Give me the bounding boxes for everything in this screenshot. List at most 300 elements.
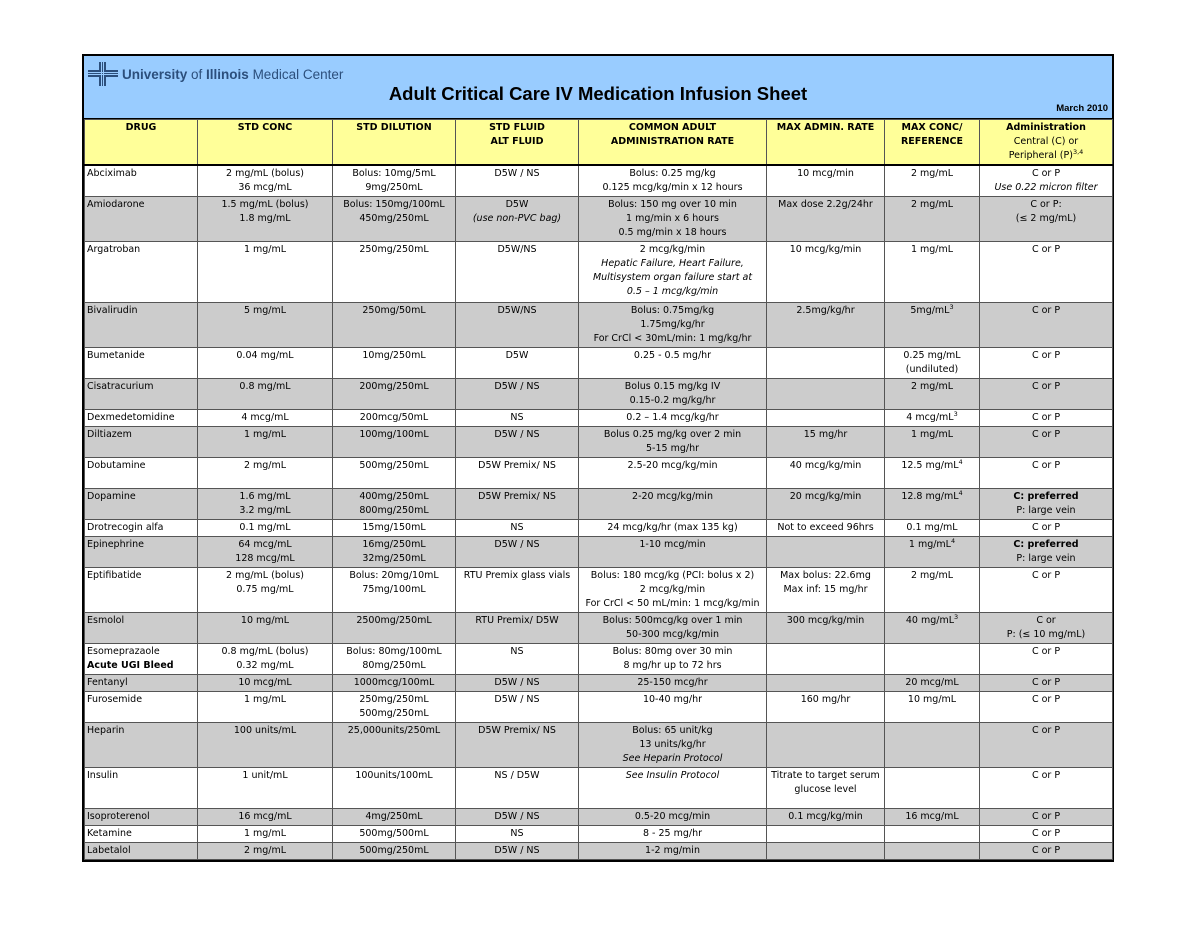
std-conc-line: 2 mg/mL xyxy=(243,845,287,856)
std-conc xyxy=(198,410,333,427)
max-conc-line: 12.8 $mg/mL^4$ xyxy=(901,488,963,502)
std-dilution xyxy=(333,427,456,458)
table-row xyxy=(85,410,1113,427)
std-dilution-line: Bolus: 150mg/100mL xyxy=(343,199,445,210)
table-row xyxy=(85,723,1113,768)
drug-name xyxy=(85,723,198,768)
max-conc xyxy=(885,537,980,568)
max-admin-rate-line: Not to exceed 96hrs xyxy=(777,522,874,533)
std-fluid xyxy=(456,427,579,458)
footnote-ref: 3 xyxy=(953,409,958,418)
max-admin-rate-line: 10 mcg/kg/min xyxy=(789,244,862,255)
std-dilution xyxy=(333,723,456,768)
std-conc-line: 0.75 mg/mL xyxy=(236,584,294,595)
admin-rate xyxy=(579,427,767,458)
std-dilution-line: 80mg/250mL xyxy=(362,660,426,671)
column-header-label: REFERENCE xyxy=(900,136,963,147)
std-fluid-line: D5W / NS xyxy=(494,677,540,688)
administration-route xyxy=(980,427,1113,458)
max-conc-line: 10 mg/mL xyxy=(907,694,957,705)
admin-rate-line: 0.15-0.2 mg/kg/hr xyxy=(629,395,716,406)
std-conc-line: 0.32 mg/mL xyxy=(236,660,294,671)
max-conc-line: 12.5 $mg/mL^4$ xyxy=(901,457,963,471)
std-fluid xyxy=(456,843,579,860)
drug-name-line: Labetalol xyxy=(87,845,131,856)
admin-rate-line: Bolus: 80mg over 30 min xyxy=(612,646,733,657)
drug-name xyxy=(85,489,198,520)
std-dilution-line: 100mg/100mL xyxy=(359,429,429,440)
std-fluid-line: NS xyxy=(510,828,524,839)
std-fluid-line: D5W/NS xyxy=(497,305,537,316)
drug-name xyxy=(85,692,198,723)
max-conc xyxy=(885,568,980,613)
drug-name-line: Drotrecogin alfa xyxy=(87,522,164,533)
drug-name-line: Heparin xyxy=(87,725,125,736)
drug-name-line: Isoproterenol xyxy=(87,811,150,822)
admin-rate-line: 1 mg/min x 6 hours xyxy=(626,213,719,224)
max-conc-line: 20 mcg/mL xyxy=(905,677,959,688)
admin-rate xyxy=(579,809,767,826)
max-admin-rate xyxy=(767,242,885,303)
std-dilution-line: 500mg/500mL xyxy=(359,828,429,839)
column-header xyxy=(198,120,333,166)
column-header-label: MAX ADMIN. RATE xyxy=(776,122,875,133)
max-conc xyxy=(885,843,980,860)
table-row xyxy=(85,613,1113,644)
max-conc-line: 0.1 mg/mL xyxy=(906,522,958,533)
std-conc xyxy=(198,809,333,826)
administration-route-line: C or P xyxy=(1031,845,1061,856)
std-conc xyxy=(198,613,333,644)
drug-name xyxy=(85,427,198,458)
administration-route xyxy=(980,692,1113,723)
max-admin-rate xyxy=(767,568,885,613)
max-admin-rate xyxy=(767,197,885,242)
max-conc xyxy=(885,644,980,675)
column-header xyxy=(85,120,198,166)
max-admin-rate-line: 160 mg/hr xyxy=(800,694,851,705)
std-conc xyxy=(198,427,333,458)
max-conc xyxy=(885,723,980,768)
drug-name xyxy=(85,644,198,675)
max-conc-line: 40 $mg/mL^3$ xyxy=(905,612,959,626)
administration-route xyxy=(980,165,1113,197)
column-header-label: ALT FLUID xyxy=(490,136,544,147)
administration-route-line: C or P xyxy=(1031,570,1061,581)
max-conc xyxy=(885,379,980,410)
footnote-ref: 3 xyxy=(954,612,959,621)
table-row xyxy=(85,520,1113,537)
std-conc xyxy=(198,303,333,348)
admin-rate xyxy=(579,537,767,568)
administration-route-line: C or P xyxy=(1031,828,1061,839)
drug-name-line: Cisatracurium xyxy=(87,381,154,392)
std-fluid-line: D5W Premix/ NS xyxy=(478,725,556,736)
drug-name-line: Epinephrine xyxy=(87,539,144,550)
std-conc-line: 1.6 mg/mL xyxy=(239,491,291,502)
logo-illinois: Illinois xyxy=(206,66,249,82)
administration-route xyxy=(980,613,1113,644)
administration-route xyxy=(980,809,1113,826)
drug-name xyxy=(85,458,198,489)
std-fluid-line: NS / D5W xyxy=(494,770,540,781)
std-fluid xyxy=(456,537,579,568)
admin-rate-line: 8 mg/hr up to 72 hrs xyxy=(623,660,722,671)
std-conc xyxy=(198,197,333,242)
banner xyxy=(84,56,1112,119)
logo-of: of xyxy=(187,66,207,82)
std-conc xyxy=(198,489,333,520)
std-dilution xyxy=(333,568,456,613)
std-dilution xyxy=(333,348,456,379)
administration-route-line: Use 0.22 micron filter xyxy=(994,182,1098,193)
std-dilution-line: 2500mg/250mL xyxy=(356,615,432,626)
std-conc-line: 1 mg/mL xyxy=(243,429,287,440)
table-row xyxy=(85,427,1113,458)
column-header-label: MAX CONC/ xyxy=(901,122,963,133)
drug-name-line: Diltiazem xyxy=(87,429,132,440)
max-conc-line: 1 $mg/mL^4$ xyxy=(908,536,956,550)
logo-medical-center: Medical Center xyxy=(248,66,344,82)
column-header-label: Administration xyxy=(1006,122,1086,133)
admin-rate-line: 2.5-20 mcg/kg/min xyxy=(627,460,718,471)
std-dilution xyxy=(333,768,456,809)
max-conc xyxy=(885,303,980,348)
std-conc-line: 3.2 mg/mL xyxy=(239,505,291,516)
administration-route xyxy=(980,568,1113,613)
max-admin-rate-line: 20 mcg/kg/min xyxy=(789,491,862,502)
max-admin-rate xyxy=(767,379,885,410)
std-dilution-line: 250mg/250mL xyxy=(359,244,429,255)
max-admin-rate-line: Max inf: 15 mg/hr xyxy=(783,584,868,595)
column-header xyxy=(456,120,579,166)
std-fluid xyxy=(456,826,579,843)
administration-route xyxy=(980,303,1113,348)
admin-rate-line: 13 units/kg/hr xyxy=(639,739,706,750)
std-conc-line: 10 mg/mL xyxy=(240,615,290,626)
admin-rate-line: For CrCl < 50 mL/min: 1 mcg/kg/min xyxy=(585,598,760,609)
std-fluid-line: NS xyxy=(510,522,524,533)
std-dilution xyxy=(333,165,456,197)
std-conc-line: 4 mcg/mL xyxy=(241,412,289,423)
max-conc-line: 4 mcg/$mL^3$ xyxy=(906,409,958,423)
drug-name-line: Esmolol xyxy=(87,615,125,626)
std-dilution xyxy=(333,458,456,489)
std-conc xyxy=(198,826,333,843)
drug-name xyxy=(85,303,198,348)
max-admin-rate xyxy=(767,843,885,860)
max-conc-line: 1 mg/mL xyxy=(910,244,954,255)
admin-rate xyxy=(579,826,767,843)
admin-rate-line: 0.125 mcg/kg/min x 12 hours xyxy=(602,182,743,193)
std-fluid xyxy=(456,809,579,826)
max-conc-line: (undiluted) xyxy=(905,364,959,375)
admin-rate xyxy=(579,520,767,537)
administration-route-line: C or P xyxy=(1031,244,1061,255)
administration-route-line: C or P: xyxy=(1030,199,1062,210)
admin-rate-line: See Insulin Protocol xyxy=(625,770,720,781)
column-header xyxy=(980,120,1113,166)
std-conc xyxy=(198,723,333,768)
administration-route-line: C or P xyxy=(1031,412,1061,423)
max-admin-rate xyxy=(767,348,885,379)
table-row xyxy=(85,379,1113,410)
std-dilution xyxy=(333,242,456,303)
drug-name xyxy=(85,379,198,410)
max-admin-rate xyxy=(767,644,885,675)
std-fluid xyxy=(456,458,579,489)
std-dilution-line: 16mg/250mL xyxy=(362,539,426,550)
table-row xyxy=(85,458,1113,489)
infusion-sheet xyxy=(82,54,1114,862)
drug-name xyxy=(85,165,198,197)
admin-rate-line: Hepatic Failure, Heart Failure, xyxy=(601,258,744,269)
max-admin-rate xyxy=(767,692,885,723)
std-dilution xyxy=(333,379,456,410)
administration-route xyxy=(980,843,1113,860)
table-row xyxy=(85,348,1113,379)
std-dilution xyxy=(333,613,456,644)
admin-rate-line: Bolus: 150 mg over 10 min xyxy=(608,199,737,210)
std-fluid xyxy=(456,723,579,768)
table-row xyxy=(85,675,1113,692)
drug-name-line: Furosemide xyxy=(87,694,143,705)
std-dilution-line: 250mg/50mL xyxy=(362,305,426,316)
std-conc xyxy=(198,458,333,489)
admin-rate-line: 25-150 mcg/hr xyxy=(637,677,708,688)
std-conc-line: 10 mcg/mL xyxy=(238,677,292,688)
drug-name-line: Amiodarone xyxy=(87,199,145,210)
admin-rate xyxy=(579,458,767,489)
administration-route-line: C or P xyxy=(1031,381,1061,392)
max-conc-line: $5mg/mL^3$ xyxy=(910,302,954,316)
std-fluid-line: D5W Premix/ NS xyxy=(478,491,556,502)
footnote-ref: 4 xyxy=(950,536,956,545)
drug-name xyxy=(85,242,198,303)
std-conc xyxy=(198,843,333,860)
administration-route-line: C or P xyxy=(1031,168,1061,179)
column-header xyxy=(333,120,456,166)
std-dilution xyxy=(333,537,456,568)
admin-rate-line: 2 mcg/kg/min xyxy=(639,244,706,255)
drug-name-line: Acute UGI Bleed xyxy=(87,660,174,671)
std-conc-line: 2 mg/mL (bolus) xyxy=(226,570,304,581)
table-row xyxy=(85,843,1113,860)
admin-rate-line: 0.5-20 mcg/min xyxy=(634,811,711,822)
table-row xyxy=(85,644,1113,675)
administration-route-line: C or P xyxy=(1031,460,1061,471)
std-fluid-line: D5W / NS xyxy=(494,845,540,856)
administration-route-line: C or xyxy=(1036,615,1056,626)
std-dilution xyxy=(333,692,456,723)
std-dilution-line: Bolus: 80mg/100mL xyxy=(346,646,442,657)
std-conc xyxy=(198,692,333,723)
max-admin-rate xyxy=(767,427,885,458)
std-conc-line: 1 mg/mL xyxy=(243,244,287,255)
std-conc-line: 1 mg/mL xyxy=(243,694,287,705)
table-row xyxy=(85,165,1113,197)
std-dilution-line: 500mg/250mL xyxy=(359,708,429,719)
max-conc xyxy=(885,675,980,692)
max-conc xyxy=(885,826,980,843)
max-conc xyxy=(885,410,980,427)
footnote-ref: 3,4 xyxy=(1072,147,1084,156)
administration-route xyxy=(980,826,1113,843)
admin-rate-line: 8 - 25 mg/hr xyxy=(642,828,703,839)
table-row xyxy=(85,303,1113,348)
admin-rate-line: 0.2 – 1.4 mcg/kg/hr xyxy=(626,412,719,423)
std-fluid xyxy=(456,165,579,197)
max-admin-rate-line: 40 mcg/kg/min xyxy=(789,460,862,471)
std-dilution-line: 1000mcg/100mL xyxy=(353,677,435,688)
admin-rate-line: 1.75mg/kg/hr xyxy=(640,319,705,330)
administration-route-line: (≤ 2 mg/mL) xyxy=(1015,213,1077,224)
administration-route xyxy=(980,458,1113,489)
column-header-label: STD CONC xyxy=(237,122,293,133)
std-conc-line: 0.1 mg/mL xyxy=(239,522,291,533)
administration-route-line: C or P xyxy=(1031,725,1061,736)
table-row xyxy=(85,568,1113,613)
std-conc-line: 1 mg/mL xyxy=(243,828,287,839)
administration-route xyxy=(980,410,1113,427)
medication-table xyxy=(84,119,1113,860)
drug-name-line: Dopamine xyxy=(87,491,136,502)
max-conc-line: 2 mg/mL xyxy=(910,199,954,210)
administration-route-line: C or P xyxy=(1031,770,1061,781)
std-fluid xyxy=(456,379,579,410)
admin-rate-line: Bolus: 500mcg/kg over 1 min xyxy=(602,615,743,626)
admin-rate-line: 2 mcg/kg/min xyxy=(639,584,706,595)
std-fluid xyxy=(456,675,579,692)
table-body xyxy=(85,165,1113,860)
std-dilution-line: 250mg/250mL xyxy=(359,694,429,705)
administration-route xyxy=(980,348,1113,379)
std-fluid xyxy=(456,613,579,644)
std-dilution-line: 75mg/100mL xyxy=(362,584,426,595)
administration-route xyxy=(980,537,1113,568)
column-header-label: STD DILUTION xyxy=(356,122,432,133)
std-fluid xyxy=(456,520,579,537)
std-dilution-line: 10mg/250mL xyxy=(362,350,426,361)
max-conc-line: 2 mg/mL xyxy=(910,570,954,581)
std-dilution-line: Bolus: 10mg/5mL xyxy=(352,168,436,179)
max-admin-rate-line: 10 mcg/min xyxy=(797,168,854,179)
admin-rate-line: Bolus: 180 mcg/kg (PCI: bolus x 2) xyxy=(590,570,755,581)
max-conc xyxy=(885,458,980,489)
drug-name xyxy=(85,568,198,613)
std-fluid xyxy=(456,303,579,348)
std-fluid xyxy=(456,197,579,242)
max-conc xyxy=(885,165,980,197)
std-fluid-line: D5W / NS xyxy=(494,694,540,705)
drug-name xyxy=(85,410,198,427)
logo-university: University xyxy=(122,66,188,82)
std-conc-line: 1 unit/mL xyxy=(242,770,288,781)
std-conc-line: 16 mcg/mL xyxy=(238,811,292,822)
admin-rate xyxy=(579,723,767,768)
admin-rate-line: Bolus: 65 unit/kg xyxy=(632,725,713,736)
std-dilution xyxy=(333,197,456,242)
std-dilution xyxy=(333,826,456,843)
max-conc-line: 16 mcg/mL xyxy=(905,811,959,822)
page-title: Adult Critical Care IV Medication Infusion Sheet xyxy=(388,83,808,104)
administration-route-line: C: preferred xyxy=(1013,539,1079,550)
std-dilution-line: 500mg/250mL xyxy=(359,845,429,856)
std-fluid-line: D5W/NS xyxy=(497,244,537,255)
std-conc xyxy=(198,379,333,410)
administration-route-line: P: (≤ 10 mg/mL) xyxy=(1006,629,1086,640)
std-conc xyxy=(198,644,333,675)
std-dilution xyxy=(333,675,456,692)
std-conc-line: 2 mg/mL xyxy=(243,460,287,471)
std-conc xyxy=(198,568,333,613)
column-header xyxy=(767,120,885,166)
column-header-label: STD FLUID xyxy=(489,122,545,133)
admin-rate xyxy=(579,348,767,379)
table-row xyxy=(85,197,1113,242)
std-fluid xyxy=(456,410,579,427)
std-conc-line: 0.8 mg/mL xyxy=(239,381,291,392)
column-header-label: ADMINISTRATION RATE xyxy=(610,136,735,147)
std-conc xyxy=(198,537,333,568)
max-admin-rate-line: 15 mg/hr xyxy=(803,429,848,440)
admin-rate xyxy=(579,197,767,242)
administration-route xyxy=(980,675,1113,692)
max-admin-rate xyxy=(767,303,885,348)
admin-rate xyxy=(579,379,767,410)
std-dilution-line: Bolus: 20mg/10mL xyxy=(349,570,439,581)
std-fluid xyxy=(456,242,579,303)
std-conc xyxy=(198,242,333,303)
std-conc-line: 128 mcg/mL xyxy=(235,553,295,564)
drug-name-line: Insulin xyxy=(87,770,119,781)
table-row xyxy=(85,537,1113,568)
table-row xyxy=(85,489,1113,520)
max-admin-rate-line: glucose level xyxy=(794,784,857,795)
std-fluid-line: RTU Premix/ D5W xyxy=(475,615,559,626)
revision-date: March 2010 xyxy=(1056,103,1108,114)
column-header-label: Peripheral $(P)^{3,4}$ xyxy=(1008,147,1084,161)
admin-rate-line: Multisystem organ failure start at xyxy=(592,272,753,283)
drug-name xyxy=(85,197,198,242)
std-conc-line: 1.5 mg/mL (bolus) xyxy=(221,199,309,210)
max-conc xyxy=(885,520,980,537)
std-dilution-line: 100units/100mL xyxy=(355,770,433,781)
max-admin-rate xyxy=(767,613,885,644)
std-fluid xyxy=(456,568,579,613)
std-dilution xyxy=(333,520,456,537)
std-fluid-line: NS xyxy=(510,412,524,423)
admin-rate-line: 1-2 mg/min xyxy=(645,845,700,856)
administration-route-line: C or P xyxy=(1031,522,1061,533)
admin-rate xyxy=(579,165,767,197)
footnote-ref: 3 xyxy=(949,302,954,311)
administration-route xyxy=(980,379,1113,410)
admin-rate xyxy=(579,410,767,427)
admin-rate-line: 5-15 mg/hr xyxy=(646,443,699,454)
drug-name xyxy=(85,768,198,809)
drug-name-line: Esomeprazaole xyxy=(87,646,160,657)
std-conc-line: 5 mg/mL xyxy=(243,305,287,316)
administration-route xyxy=(980,520,1113,537)
table-row xyxy=(85,692,1113,723)
std-dilution xyxy=(333,303,456,348)
column-header xyxy=(579,120,767,166)
administration-route-line: C or P xyxy=(1031,350,1061,361)
std-fluid xyxy=(456,692,579,723)
std-fluid-line: D5W / NS xyxy=(494,381,540,392)
administration-route xyxy=(980,644,1113,675)
